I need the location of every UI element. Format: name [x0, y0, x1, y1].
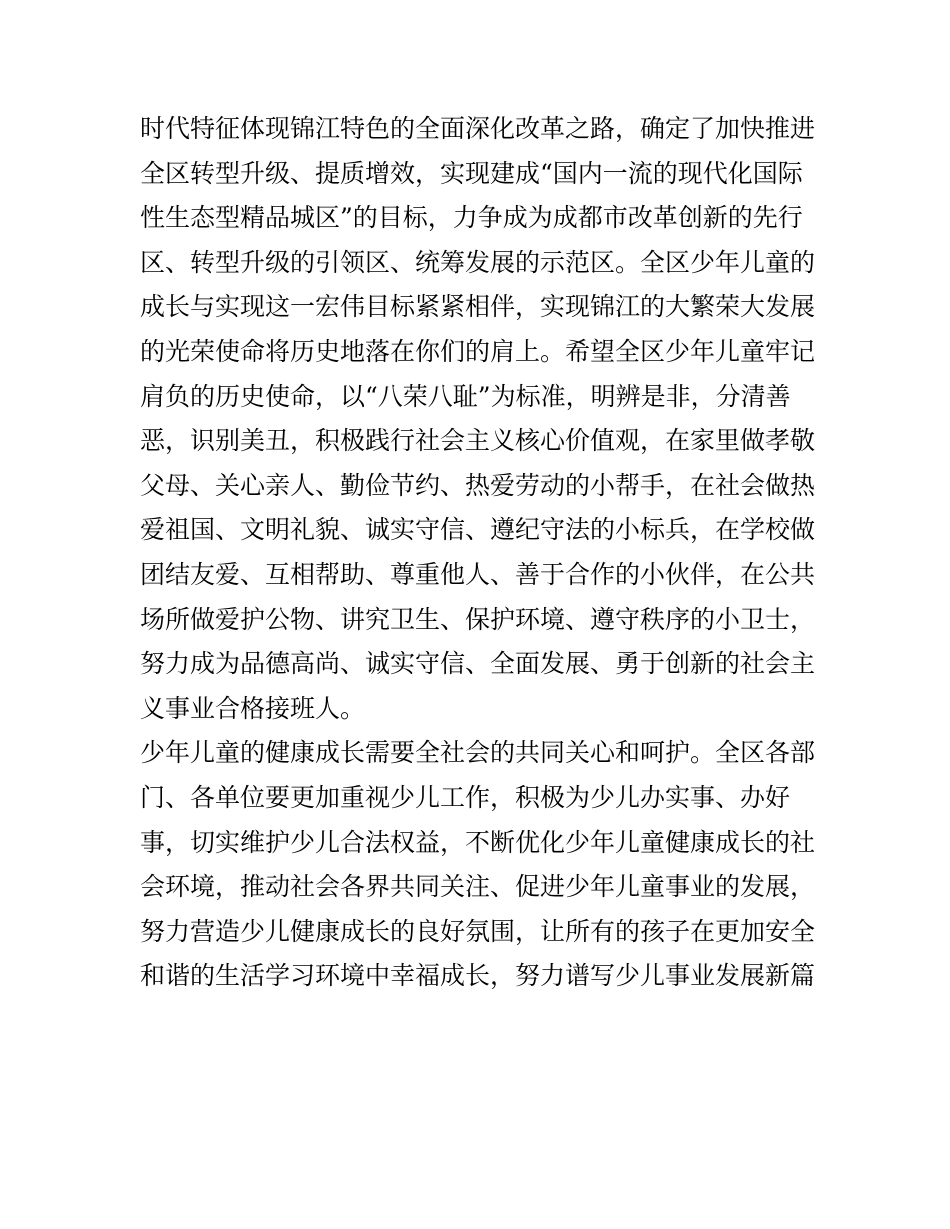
text-line: 爱祖国、文明礼貌、诚实守信、遵纪守法的小标兵，在学校做: [140, 515, 816, 545]
text-line: 性生态型精品城区”的目标，力争成为成都市改革创新的先行: [140, 203, 803, 233]
text-line: 团结友爱、互相帮助、尊重他人、善于合作的小伙伴，在公共: [140, 559, 816, 589]
text-line: 努力成为品德高尚、诚实守信、全面发展、勇于创新的社会主: [140, 649, 816, 679]
text-line: 区、转型升级的引领区、统筹发展的示范区。全区少年儿童的: [140, 247, 816, 277]
text-line: 恶，识别美丑，积极践行社会主义核心价值观，在家里做孝敬: [140, 426, 816, 456]
body-text: [140, 107, 820, 999]
text-line: 的光荣使命将历史地落在你们的肩上。希望全区少年儿童牢记: [140, 336, 816, 366]
text-line: 门、各单位要更加重视少儿工作，积极为少儿办实事、办好: [140, 782, 791, 812]
text-line: 场所做爱护公物、讲究卫生、保护环境、遵守秩序的小卫士，: [140, 604, 816, 634]
text-line: 父母、关心亲人、勤俭节约、热爱劳动的小帮手，在社会做热: [140, 470, 816, 500]
text-line: 事，切实维护少儿合法权益，不断优化少年儿童健康成长的社: [140, 827, 816, 857]
text-line: 会环境，推动社会各界共同关注、促进少年儿童事业的发展，: [140, 872, 816, 902]
text-line: 成长与实现这一宏伟目标紧紧相伴，实现锦江的大繁荣大发展: [140, 292, 816, 322]
text-line: 努力营造少儿健康成长的良好氛围，让所有的孩子在更加安全: [140, 916, 816, 946]
text-line: 少年儿童的健康成长需要全社会的共同关心和呵护。全区各部: [140, 738, 816, 768]
text-line: 肩负的历史使命，以“八荣八耻”为标准，明辨是非，分清善: [140, 381, 791, 411]
text-line: 时代特征体现锦江特色的全面深化改革之路，确定了加快推进: [140, 114, 816, 143]
text-line: 和谐的生活学习环境中幸福成长，努力谱写少儿事业发展新篇: [140, 961, 816, 991]
text-line: 义事业合格接班人。: [140, 693, 366, 723]
text-line: 全区转型升级、提质增效，实现建成“国内一流的现代化国际: [140, 158, 803, 188]
